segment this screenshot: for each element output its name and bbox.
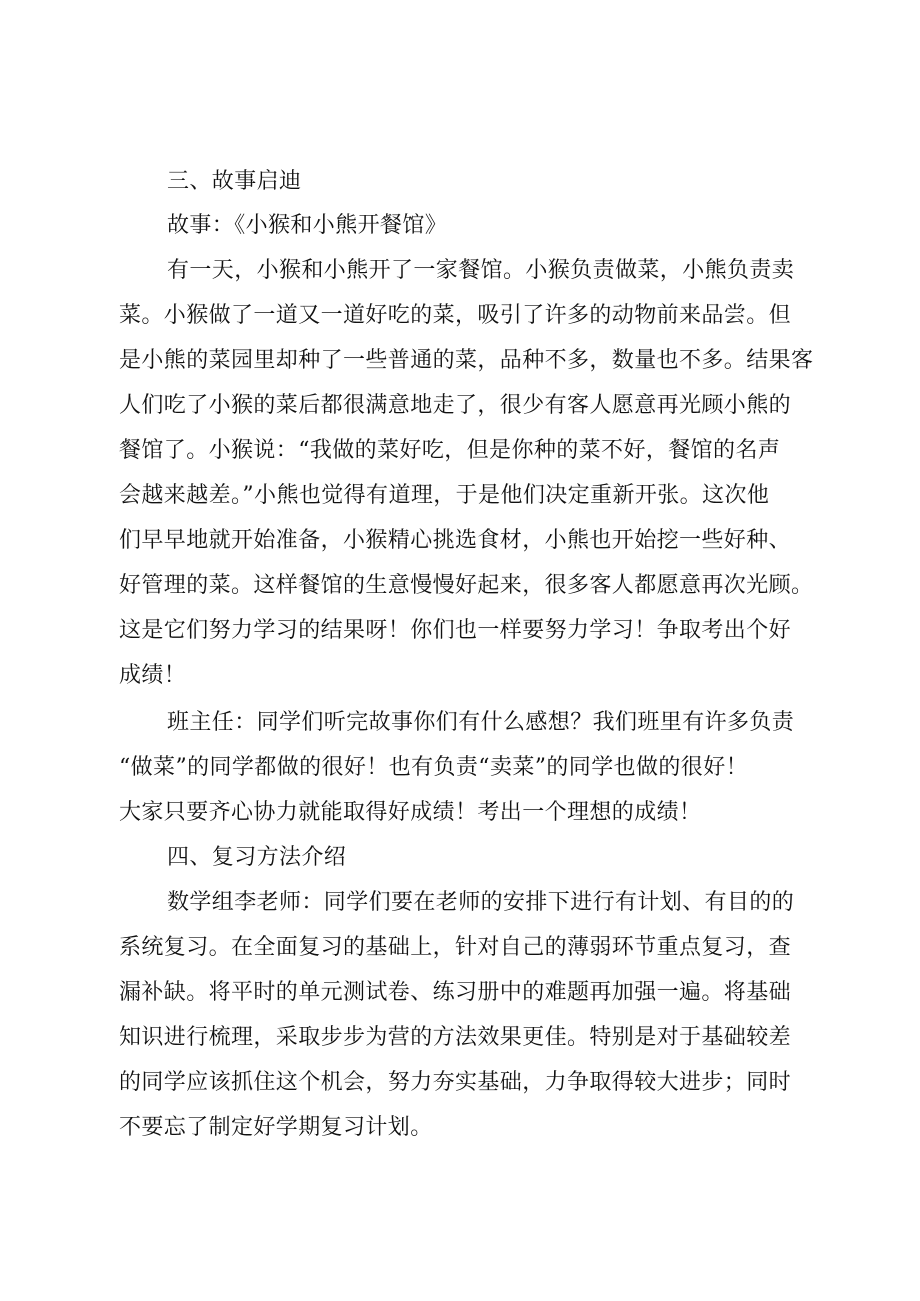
teacher-comment-line: 班主任：同学们听完故事你们有什么感想？我们班里有许多负责: [167, 710, 795, 735]
story-line: 们早早地就开始准备，小猴精心挑选食材，小熊也开始挖一些好种、: [119, 528, 792, 553]
story-title: 故事：《小猴和小熊开餐馆》: [167, 213, 448, 238]
review-method-line: 系统复习。在全面复习的基础上，针对自己的薄弱环节重点复习，查: [119, 935, 792, 960]
story-line: 这是它们努力学习的结果呀！你们也一样要努力学习！争取考出个好: [119, 618, 792, 643]
review-method-line: 数学组李老师：同学们要在老师的安排下进行有计划、有目的的: [167, 890, 795, 915]
story-line: 菜。小猴做了一道又一道好吃的菜，吸引了许多的动物前来品尝。但: [119, 303, 792, 328]
teacher-comment-line: “做菜”的同学都做的很好！也有负责“卖菜”的同学也做的很好！: [119, 755, 748, 780]
story-line: 是小熊的菜园里却种了一些普通的菜，品种不多，数量也不多。结果客: [119, 348, 814, 373]
review-method-line: 漏补缺。将平时的单元测试卷、练习册中的难题再加强一遍。将基础: [119, 980, 792, 1005]
teacher-comment-line: 大家只要齐心协力就能取得好成绩！考出一个理想的成绩！: [119, 800, 702, 825]
story-line: 好管理的菜。这样餐馆的生意慢慢好起来，很多客人都愿意再次光顾。: [119, 573, 814, 598]
story-line: 会越来越差。”小熊也觉得有道理，于是他们决定重新开张。这次他: [119, 483, 770, 508]
review-method-line: 的同学应该抓住这个机会，努力夯实基础，力争取得较大进步；同时: [119, 1070, 792, 1095]
story-line: 有一天，小猴和小熊开了一家餐馆。小猴负责做菜，小熊负责卖: [167, 258, 795, 283]
story-line: 成绩！: [119, 663, 187, 688]
section-heading-story: 三、故事启迪: [167, 169, 302, 194]
review-method-line: 知识进行梳理，采取步步为营的方法效果更佳。特别是对于基础较差: [119, 1025, 792, 1050]
story-line: 人们吃了小猴的菜后都很满意地走了，很少有客人愿意再光顾小熊的: [119, 393, 792, 418]
story-line: 餐馆了。小猴说：“我做的菜好吃，但是你种的菜不好，餐馆的名声: [119, 438, 781, 463]
section-heading-review: 四、复习方法介绍: [167, 845, 347, 870]
review-method-line: 不要忘了制定好学期复习计划。: [119, 1115, 433, 1140]
